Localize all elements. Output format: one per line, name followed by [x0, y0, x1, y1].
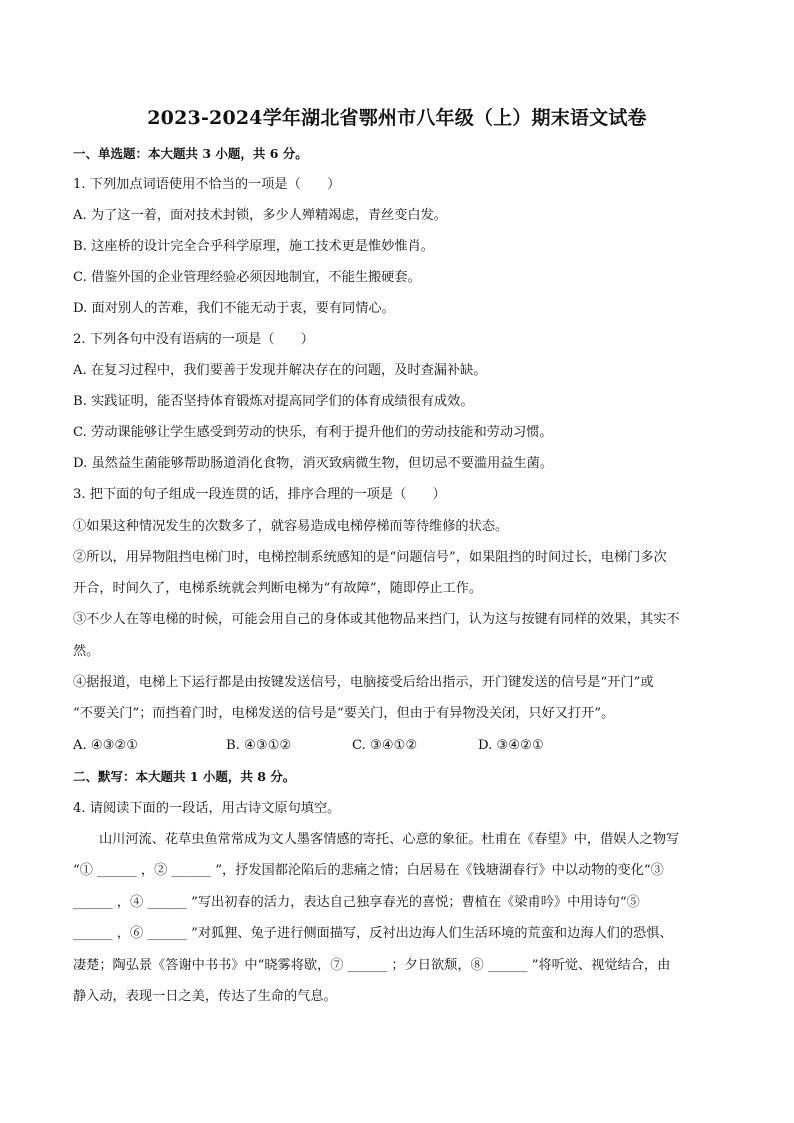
q4-paragraph-line-4: ______ ，⑥ ______ ”对狐狸、兔子进行侧面描写，反衬出边海人们生活环境的荒蛮和边海人们的恐惧、 — [73, 926, 673, 941]
q3-option-a: A. ④③②① — [73, 738, 139, 753]
q4-stem: 4. 请阅读下面的一段话，用古诗文原句填空。 — [73, 801, 341, 816]
q3-sentence-4-line-2: “不要关门”；而挡着门时，电梯发送的信号是“要关门，但由于有异物没关闭，只好又打开”。 — [73, 706, 615, 721]
q2-option-b: B. 实践证明，能否坚持体育锻炼对提高同学们的体育成绩很有成效。 — [73, 394, 474, 409]
q4-paragraph-line-2: “① ______ ，② ______ ”，抒发国都沦陷后的悲痛之情；白居易在《钱塘湖春行》中以动物的变化“③ — [73, 863, 664, 878]
q2-option-d: D. 虽然益生菌能够帮助肠道消化食物，消灭致病微生物，但切忌不要滥用益生菌。 — [73, 456, 554, 471]
q3-option-b: B. ④③①② — [226, 738, 292, 753]
q3-option-c: C. ③④①② — [352, 738, 418, 753]
q1-option-c: C. 借鉴外国的企业管理经验必须因地制宜，不能生搬硬套。 — [73, 270, 421, 285]
q3-stem: 3. 把下面的句子组成一段连贯的话，排序合理的一项是（ ） — [73, 487, 446, 502]
section-heading-dictation: 二、默写：本大题共 1 小题，共 8 分。 — [73, 769, 296, 784]
q2-option-a: A. 在复习过程中，我们要善于发现并解决存在的问题，及时查漏补缺。 — [73, 363, 487, 378]
q3-sentence-4-line-1: ④据报道，电梯上下运行都是由按键发送信号，电脑接受后给出指示，开门键发送的信号是“开门”或 — [73, 675, 654, 690]
q4-paragraph-line-3: ______ ，④ ______ ”写出初春的活力，表达自己独享春光的喜悦；曹植在《梁甫吟》中用诗句“⑤ — [73, 895, 640, 910]
q3-sentence-3-line-1: ③不少人在等电梯的时候，可能会用自己的身体或其他物品来挡门，认为这与按键有同样的效果，其实不 — [73, 612, 680, 627]
q4-paragraph-line-6: 静入动，表现一日之美，传达了生命的气息。 — [73, 989, 337, 1004]
q3-sentence-2-line-2: 开合，时间久了，电梯系统就会判断电梯为“有故障”，随即停止工作。 — [73, 581, 483, 596]
q4-paragraph-line-5: 凄楚；陶弘景《答谢中书书》中“晓雾将歇，⑦ ______ ；夕日欲颓，⑧ ______ ”将听觉、视觉结合，由 — [73, 958, 671, 973]
q4-paragraph-line-1: 山川河流、花草虫鱼常常成为文人墨客情感的寄托、心意的象征。杜甫在《春望》中，借娱人之物写 — [99, 832, 680, 847]
q3-option-d: D. ③④②① — [478, 738, 544, 753]
q3-sentence-1: ①如果这种情况发生的次数多了，就容易造成电梯停梯而等待维修的状态。 — [73, 519, 509, 534]
section-heading-single-choice: 一、单选题：本大题共 3 小题，共 6 分。 — [73, 146, 308, 161]
q2-option-c: C. 劳动课能够让学生感受到劳动的快乐，有利于提升他们的劳动技能和劳动习惯。 — [73, 425, 553, 440]
q1-stem: 1. 下列加点词语使用不恰当的一项是（ ） — [73, 177, 341, 192]
page-title: 2023-2024学年湖北省鄂州市八年级（上）期末语文试卷 — [147, 107, 647, 129]
q1-option-b: B. 这座桥的设计完全合乎科学原理，施工技术更是惟妙惟肖。 — [73, 239, 434, 254]
q2-stem: 2. 下列各句中没有语病的一项是（ ） — [73, 332, 314, 347]
q3-sentence-2-line-1: ②所以，用异物阻挡电梯门时，电梯控制系统感知的是“问题信号”，如果阻挡的时间过长，电梯门多次 — [73, 550, 667, 565]
q3-sentence-3-line-2: 然。 — [73, 644, 100, 659]
q1-option-d: D. 面对别人的苦难，我们不能无动于衷，要有同情心。 — [73, 301, 395, 316]
q1-option-a: A. 为了这一着，面对技术封锁，多少人殚精竭虑，青丝变白发。 — [73, 208, 447, 223]
